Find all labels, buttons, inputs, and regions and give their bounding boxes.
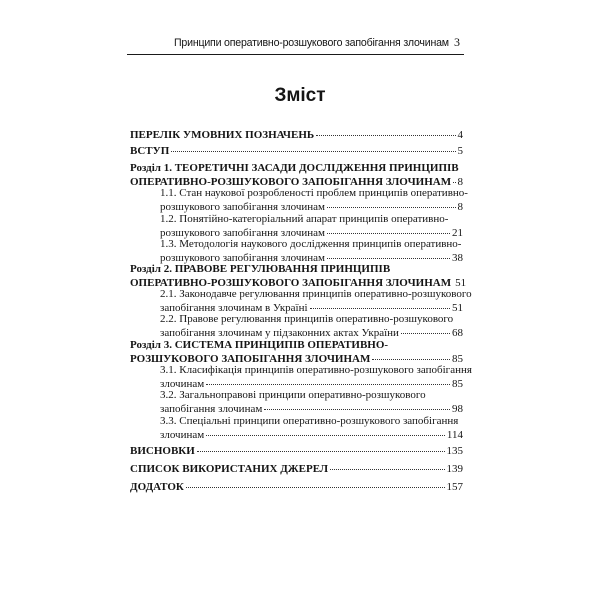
- page-number: 3: [454, 35, 460, 49]
- dot-leader: [327, 198, 455, 208]
- toc-entry: [130, 262, 467, 290]
- toc-entry-text: ВИСНОВКИ: [130, 445, 195, 457]
- toc-page-number: 85: [452, 353, 463, 365]
- toc-entry-text: 3.2. Загальноправові принципи оперативно-розшукового: [160, 389, 426, 401]
- dot-leader: [401, 324, 450, 334]
- toc-entry-text: Розділ 1. ТЕОРЕТИЧНІ ЗАСАДИ ДОСЛІДЖЕННЯ ПРИНЦИПІВ: [130, 162, 459, 174]
- toc-page-number: 38: [452, 252, 463, 264]
- toc-entry-text: 2.1. Законодавче регулювання принципів оперативно-розшукового: [160, 288, 472, 300]
- toc-entry: [130, 480, 463, 494]
- toc-page-number: 135: [446, 445, 463, 457]
- toc-entry-text: розшукового запобігання злочинам: [160, 252, 326, 264]
- toc-entry-text: 3.3. Спеціальні принципи оперативно-розшукового запобігання: [160, 415, 459, 427]
- toc-entry-text: 2.2. Правове регулювання принципів оперативно-розшукового: [160, 313, 454, 325]
- toc-entry: [130, 186, 468, 214]
- toc-entry-text: ПЕРЕЛІК УМОВНИХ ПОЗНАЧЕНЬ: [130, 129, 315, 141]
- toc-entry-text: розшукового запобігання злочинам: [160, 201, 326, 213]
- toc-entry: [130, 312, 463, 340]
- toc-entry-text: запобігання злочинам в Україні: [160, 302, 308, 314]
- toc-entry-text: Розділ 3. СИСТЕМА ПРИНЦИПІВ ОПЕРАТИВНО-: [130, 339, 389, 351]
- dot-leader: [327, 249, 450, 259]
- toc-entry-text: ДОДАТОК: [130, 481, 184, 493]
- toc-page-number: 4: [457, 129, 463, 141]
- toc-entry-text: Розділ 2. ПРАВОВЕ РЕГУЛЮВАННЯ ПРИНЦИПІВ: [130, 263, 391, 275]
- dot-leader: [316, 126, 455, 136]
- running-header: [127, 32, 464, 55]
- toc-entry-text: РОЗШУКОВОГО ЗАПОБІГАННЯ ЗЛОЧИНАМ: [130, 353, 371, 365]
- toc-entry: [130, 287, 472, 315]
- toc-entry-text: злочинам: [160, 429, 205, 441]
- dot-leader: [197, 442, 445, 452]
- toc-entry: [130, 128, 463, 142]
- dot-leader: [206, 375, 450, 385]
- toc-entry-text: ОПЕРАТИВНО-РОЗШУКОВОГО ЗАПОБІГАННЯ ЗЛОЧИНАМ: [130, 176, 452, 188]
- dot-leader: [372, 350, 450, 360]
- toc-entry-text: ВСТУП: [130, 145, 170, 157]
- dot-leader: [264, 400, 450, 410]
- toc-entry: [130, 444, 463, 458]
- toc-entry-text: 1.2. Понятійно-категоріальний апарат принципів оперативно-: [160, 213, 449, 225]
- toc-entry: [130, 338, 463, 366]
- toc-page-number: 51: [452, 302, 463, 314]
- dot-leader: [310, 299, 450, 309]
- toc-page-number: 157: [446, 481, 463, 493]
- toc-entry: [130, 144, 463, 158]
- toc-page-number: 21: [452, 227, 463, 239]
- dot-leader: [171, 142, 455, 152]
- toc-entry: [130, 388, 463, 416]
- toc-page-number: 51: [455, 277, 467, 289]
- toc-entry: [130, 161, 463, 189]
- toc-entry: [130, 462, 463, 476]
- toc-entry-text: 3.1. Класифікація принципів оперативно-розшукового запобігання: [160, 364, 472, 376]
- running-title: Принципи оперативно-розшукового запобігання злочинам: [174, 37, 449, 49]
- toc-page-number: 98: [452, 403, 463, 415]
- toc-page-number: 8: [457, 176, 463, 188]
- toc-entry-text: розшукового запобігання злочинам: [160, 227, 326, 239]
- toc-entry-text: 1.1. Стан наукової розробленості проблем принципів оперативно-: [160, 187, 468, 199]
- toc-entry: [130, 414, 463, 442]
- toc-entry: [130, 237, 463, 265]
- toc-entry-text: запобігання злочинам: [160, 403, 263, 415]
- toc-entry-text: злочинам: [160, 378, 205, 390]
- dot-leader: [186, 478, 445, 488]
- toc-entry-text: СПИСОК ВИКОРИСТАНИХ ДЖЕРЕЛ: [130, 463, 329, 475]
- dot-leader: [330, 460, 444, 470]
- toc-page-number: 5: [457, 145, 463, 157]
- dot-leader: [453, 173, 455, 183]
- toc-entry: [130, 212, 463, 240]
- toc-page-number: 68: [452, 327, 463, 339]
- toc-entry-text: запобігання злочинам у підзаконних актах України: [160, 327, 399, 339]
- toc-page-number: 114: [446, 429, 463, 441]
- toc-entry: [130, 363, 472, 391]
- dot-leader: [327, 224, 450, 234]
- dot-leader: [206, 426, 445, 436]
- toc-page-number: 8: [457, 201, 463, 213]
- toc-title: Зміст: [274, 85, 326, 106]
- toc-entry-text: 1.3. Методологія наукового дослідження принципів оперативно-: [160, 238, 462, 250]
- toc-page-number: 85: [452, 378, 463, 390]
- toc-page-number: 139: [446, 463, 463, 475]
- toc-entry-text: ОПЕРАТИВНО-РОЗШУКОВОГО ЗАПОБІГАННЯ ЗЛОЧИНАМ: [130, 277, 452, 289]
